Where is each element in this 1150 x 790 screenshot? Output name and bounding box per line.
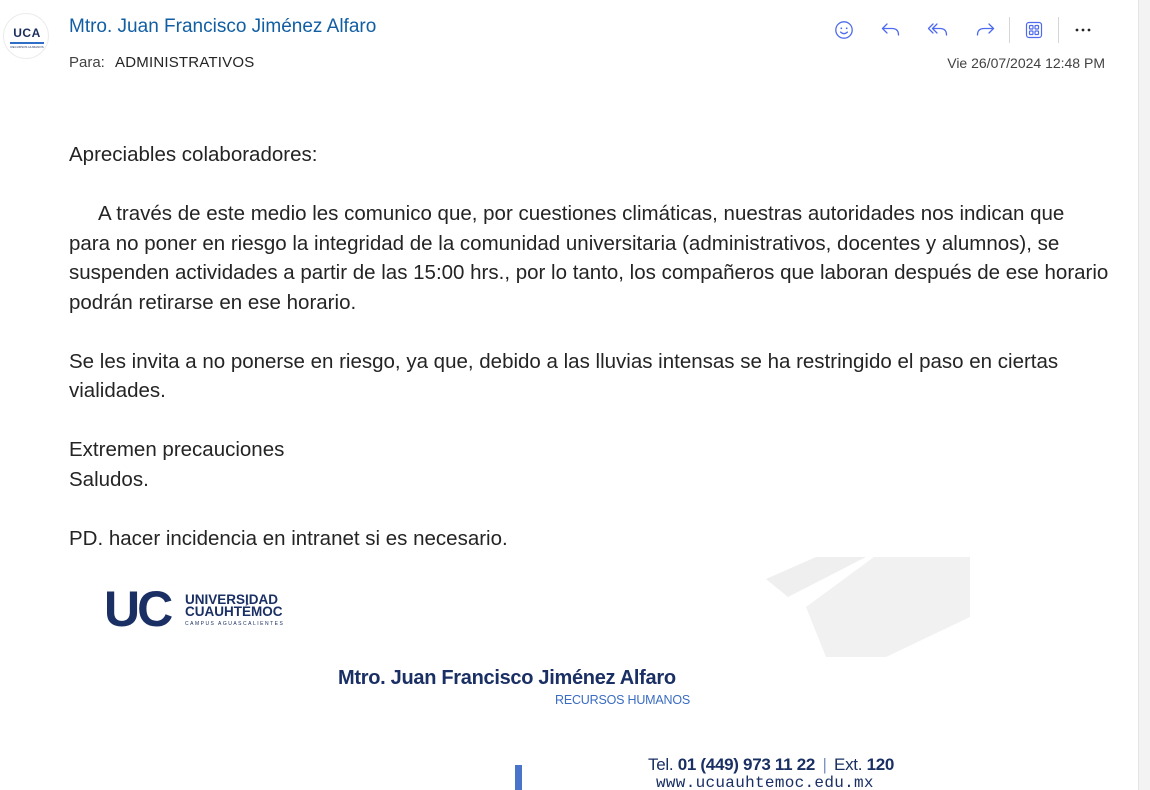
avatar-subtext: RECURSOS HUMANOS — [10, 45, 44, 49]
forward-icon[interactable] — [969, 14, 1001, 46]
signature-department: RECURSOS HUMANOS — [555, 693, 691, 707]
more-icon[interactable] — [1067, 14, 1099, 46]
logo-name-line2: CUAUHTÉMOC — [185, 604, 283, 619]
tel-label: Tel. — [648, 755, 674, 774]
avatar-text: UCA — [13, 26, 41, 40]
body-line: Saludos. — [69, 467, 149, 491]
logo-letters: UC — [104, 581, 171, 637]
postscript: PD. hacer incidencia en intranet si es necesario. — [69, 526, 508, 550]
ext-label: Ext. — [834, 755, 863, 774]
scrollbar[interactable] — [1138, 0, 1150, 790]
sent-date: Vie 26/07/2024 12:48 PM — [947, 55, 1105, 71]
greeting: Apreciables colaboradores: — [69, 143, 318, 166]
avatar-underline — [10, 42, 44, 44]
tel-number: 01 (449) 973 11 22 — [677, 755, 816, 774]
signature-decoration — [766, 557, 970, 657]
ext-number: 120 — [866, 755, 895, 774]
signature-accent-bar — [515, 765, 522, 790]
toolbar-divider — [1058, 17, 1059, 43]
smiley-icon[interactable] — [828, 14, 860, 46]
reply-all-icon[interactable] — [922, 14, 954, 46]
recipient-name[interactable]: ADMINISTRATIVOS — [115, 54, 255, 71]
signature-name: Mtro. Juan Francisco Jiménez Alfaro — [338, 667, 676, 689]
body-line: Extremen precauciones — [69, 438, 285, 461]
apps-icon[interactable] — [1018, 14, 1050, 46]
email-signature — [0, 555, 1138, 790]
logo-campus: CAMPUS AGUASCALIENTES — [185, 621, 285, 627]
signature-phone — [648, 755, 894, 775]
logo-name-line1: UNIVERSIDAD — [185, 592, 279, 607]
toolbar-divider — [1009, 17, 1010, 43]
body-paragraph: A través de este medio les comunico que, por cuestiones climáticas, nuestras autoridades nos indican que para no poner en riesgo la integridad de la comunidad universitaria (administrativos, docentes y alumnos), se suspenden actividades a partir de las 15:00 hrs., por lo tanto, los compañeros que laboran después de ese horario podrán retirarse en ese horario. — [69, 202, 1120, 314]
reply-icon[interactable] — [875, 14, 907, 46]
message-toolbar — [828, 14, 1114, 46]
body-paragraph: Se les invita a no ponerse en riesgo, ya que, debido a las lluvias intensas se ha restringido el paso en ciertas vialidades. — [69, 349, 1059, 402]
sender-name[interactable]: Mtro. Juan Francisco Jiménez Alfaro — [69, 16, 377, 37]
avatar[interactable] — [3, 13, 49, 59]
recipients-row — [69, 54, 254, 71]
to-label: Para: — [69, 54, 105, 71]
message-body — [69, 140, 1120, 553]
signature-website[interactable]: www.ucuauhtemoc.edu.mx — [656, 774, 874, 790]
separator: | — [822, 755, 827, 774]
